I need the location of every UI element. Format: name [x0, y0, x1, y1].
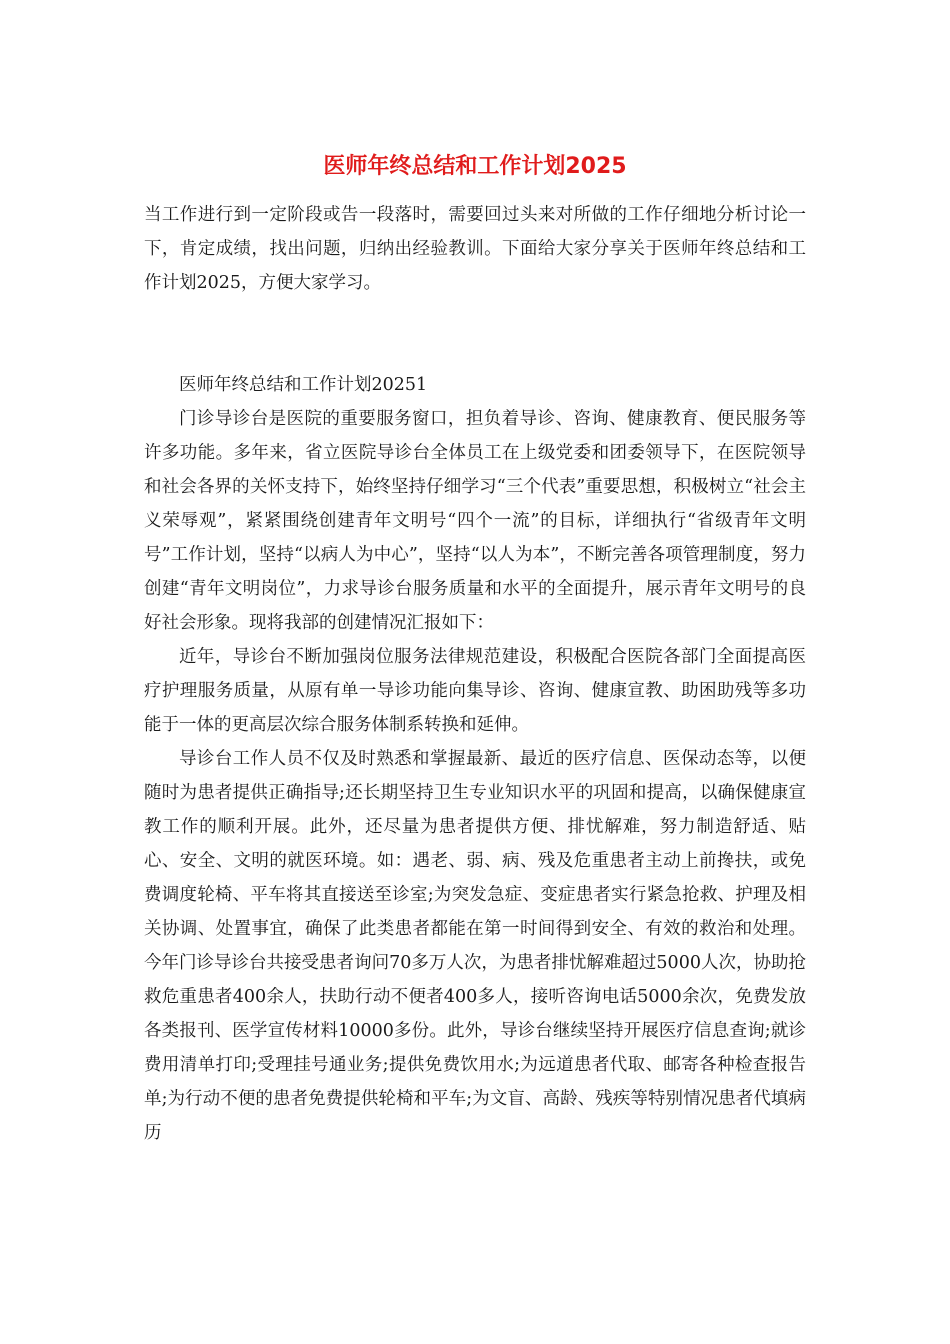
body-paragraph-2: 近年，导诊台不断加强岗位服务法律规范建设，积极配合医院各部门全面提高医疗护理服务质量，从原有单一导诊功能向集导诊、咨询、健康宣教、助困助残等多功能于一体的更高层次综合服务体制系转换和延伸。	[144, 647, 806, 735]
body-paragraph-1: 门诊导诊台是医院的重要服务窗口，担负着导诊、咨询、健康教育、便民服务等许多功能。多年来，省立医院导诊台全体员工在上级党委和团委领导下，在医院领导和社会各界的关怀支持下，始终坚持仔细学习“三个代表”重要思想，积极树立“社会主义荣辱观”，紧紧围绕创建青年文明号“四个一流”的目标，详细执行“省级青年文明号”工作计划，坚持“以病人为中心”，坚持“以人为本”，不断完善各项管理制度，努力创建“青年文明岗位”，力求导诊台服务质量和水平的全面提升，展示青年文明号的良好社会形象。现将我部的创建情况汇报如下：	[144, 409, 806, 633]
paragraph-spacer	[144, 300, 806, 368]
document-title: 医师年终总结和工作计划2025	[323, 154, 627, 179]
section-subheading: 医师年终总结和工作计划20251	[179, 375, 428, 395]
document-body	[144, 198, 806, 1150]
intro-paragraph: 当工作进行到一定阶段或告一段落时，需要回过头来对所做的工作仔细地分析讨论一下，肯定成绩，找出问题，归纳出经验教训。下面给大家分享关于医师年终总结和工作计划2025，方便大家学习。	[144, 205, 806, 293]
body-paragraph-3: 导诊台工作人员不仅及时熟悉和掌握最新、最近的医疗信息、医保动态等，以便随时为患者提供正确指导;还长期坚持卫生专业知识水平的巩固和提高，以确保健康宣教工作的顺利开展。此外，还尽量为患者提供方便、排忧解难，努力制造舒适、贴心、安全、文明的就医环境。如：遇老、弱、病、残及危重患者主动上前搀扶，或免费调度轮椅、平车将其直接送至诊室;为突发急症、变症患者实行紧急抢救、护理及相关协调、处置事宜，确保了此类患者都能在第一时间得到安全、有效的救治和处理。今年门诊导诊台共接受患者询问70多万人次，为患者排忧解难超过5000人次，协助抢救危重患者400余人，扶助行动不便者400多人，接听咨询电话5000余次，免费发放各类报刊、医学宣传材料10000多份。此外，导诊台继续坚持开展医疗信息查询;就诊费用清单打印;受理挂号通业务;提供免费饮用水;为远道患者代取、邮寄各种检查报告单;为行动不便的患者免费提供轮椅和平车;为文盲、高龄、残疾等特别情况患者代填病历	[144, 749, 806, 1143]
